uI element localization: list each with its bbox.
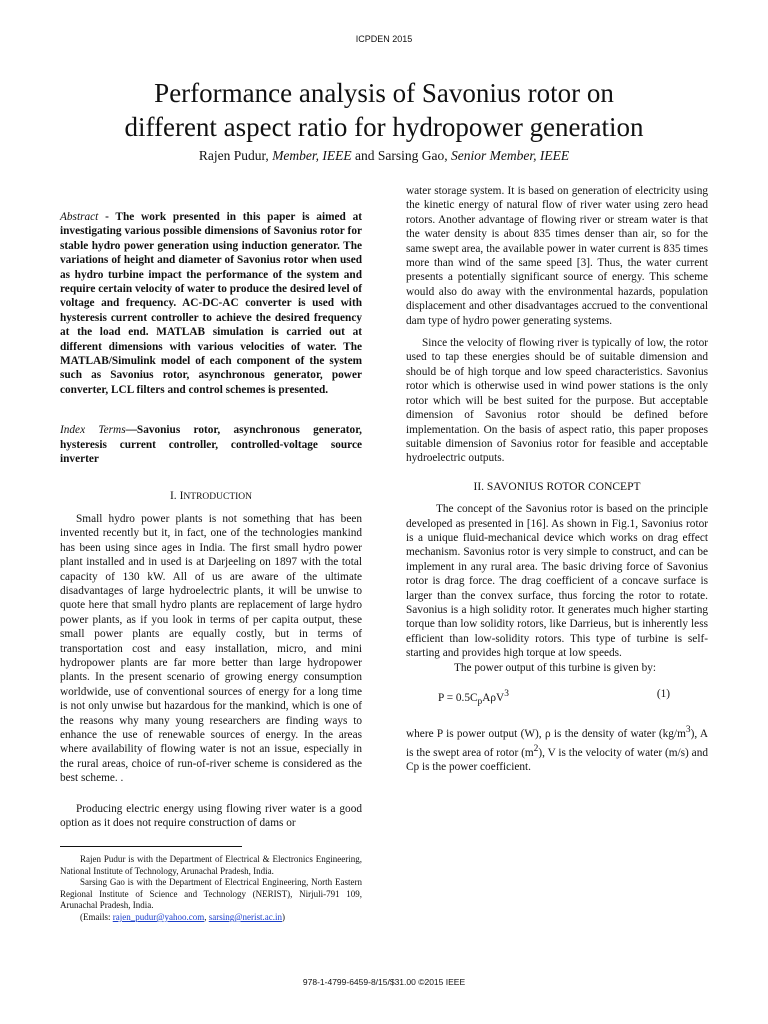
equation-1	[406, 687, 708, 709]
intro-paragraph-3: water storage system. It is based on generation of electricity using the kinetic energy of natural flow of river water using zero head rotors. Another advantage of flowing river or stream water is that the water density is about 835 times denser than air, so for the same swept area, the available power in water current is 835 times more than wind of the same speed [3]. Thus, the water current presents a potentially significant source of energy. This scheme would also do away with the environmental hazards, population displacement and other disadvantages accrued to the conventional dam type of hydro power generating systems.	[406, 185, 708, 327]
title-line-1: Performance analysis of Savonius rotor on	[154, 78, 614, 108]
email-link-1[interactable]: rajen_pudur@yahoo.com	[112, 911, 205, 922]
footnote-author-2: Sarsing Gao is with the Department of Electrical Engineering, North Eastern Regional Institute of Science and Technology (NERIST), Nirjuli-791 109, Arunachal Pradesh, India.	[60, 877, 362, 911]
page-footer: 978-1-4799-6459-8/15/$31.00 ©2015 IEEE	[302, 977, 466, 987]
author-line	[0, 148, 768, 164]
left-column	[60, 184, 362, 830]
email-link-2[interactable]: sarsing@nerist.ac.in	[208, 911, 283, 922]
paper-title	[40, 76, 728, 144]
author-2-name: Sarsing Gao,	[377, 148, 452, 163]
abstract	[60, 210, 362, 397]
title-line-2: different aspect ratio for hydropower generation	[124, 112, 644, 142]
footnote-author-1: Rajen Pudur is with the Department of Electrical & Electronics Engineering, National Institute of Technology, Arunachal Pradesh, India.	[60, 854, 362, 876]
index-terms	[60, 423, 362, 466]
intro-paragraph-4: Since the velocity of flowing river is typically of low, the rotor used to tap these energies should be of suitable dimension and should be of high torque and low speed characteristics. Savonius rotor which is otherwise used in wind power stations is the only rotor which will be best suited for the purpose. But acceptable dimension of Savonius rotor should be defined before implementation. On the basis of aspect ratio, this paper proposes suitable dimension of Savonius rotor for feasible and acceptable hydroelectric outputs.	[406, 337, 708, 465]
power-output-intro: The power output of this turbine is given by:	[454, 661, 657, 674]
author-conjunction: and	[351, 148, 378, 163]
equation-explanation: where P is power output (W), ρ is the density of water $(kg/m^3)$, A is the swept area of rotor $(m^2)$, V is the velocity of water (m/s) and Cp is the power coefficient.	[406, 725, 708, 773]
right-column	[406, 184, 708, 774]
footnotes	[60, 854, 362, 924]
author-2-role: Senior Member, IEEE	[451, 148, 570, 163]
concept-paragraph: The concept of the Savonius rotor is based on the principle developed as presented in [16]. As shown in Fig.1, Savonius rotor is a unique fluid-mechanical device which works on drag effect mechanism. Savonius rotor is very simple to construct, and can be implement in any rural area. The basic driving force of Savonius rotor is drag force. The drag coefficient of a concave surface is larger than the convex surface, thus forcing the rotor to rotate. Savonius is a high solidity rotor. It generates much higher starting torque than low solidity rotors, like Darrieus, but is inherently less efficient than low-solidity rotors. This type of turbine is self-starting and provides high torque at low speeds.	[406, 503, 708, 660]
abstract-text: - The work presented in this paper is aimed at investigating various possible dimensions of Savonius rotor for stable hydro power generation using induction generator. The variations of height and diameter of Savonius rotor when used as hydro turbine impact the performance of the system and require certain velocity of water to produce the desired level of voltage and frequency. AC-DC-AC converter is used with hysteresis current controller to achieve the desired frequency at the load end. MATLAB simulation is carried out at different dimensions with various velocities of water. The MATLAB/Simulink model of each component of the system such as Savonius rotor, asynchronous generator, power converter, LCL filters and control schemes is presented.	[60, 211, 362, 396]
footnote-divider	[60, 846, 242, 847]
abstract-label: Abstract	[60, 211, 99, 223]
section-heading-savonius: II. SAVONIUS ROTOR CONCEPT	[473, 480, 641, 493]
author-1-role: Member, IEEE	[272, 148, 352, 163]
index-terms-label: Index Terms	[60, 424, 126, 437]
intro-paragraph-2: Producing electric energy using flowing river water is a good option as it does not require construction of dams or	[60, 802, 362, 830]
author-1-name: Rajen Pudur,	[198, 148, 273, 163]
footnote-emails: (Emails: rajen_pudur@yahoo.com, sarsing@nerist.ac.in)	[80, 911, 286, 922]
equation-expression: $P = 0.5C_pA\rho V^3$	[438, 689, 509, 708]
section-heading-introduction: I. INTRODUCTION	[169, 489, 253, 502]
running-header: ICPDEN 2015	[355, 34, 413, 44]
intro-paragraph-1: Small hydro power plants is not something that has been invented recently but it, in fact, one of the technologies mankind has been using since ages in India. The first small hydro power plant installed and in used is at Darjeeling on 1897 with the total capacity of 130 kW. All of us are aware of the ultimate disadvantages of large hydroelectric plants, it will be unwise to quote here that small hydro plants are replacement of large hydro power plants, as if you look in terms of per capita output, these small power plants are equally costly, but in terms of transportation cost and easy installation, micro, and mini hydropower plants are far more better than large hydropower plants. In the present scenario of growing energy consumption worldwide, use of conventional sources of energy for a long time is not only unwise but hazardous for the mankind, which is one of the reasons why many young researchers are finding ways to enhance the use of renewable sources of energy. In the areas where availability of flowing water is not an issue, especially in the rural areas, choice of run-of-river scheme is considered as the best scheme. .	[60, 512, 362, 785]
index-terms-text: —Savonius rotor, asynchronous generator, hysteresis current controller, controlled-voltage source inverter	[60, 424, 362, 466]
equation-number: (1)	[656, 688, 670, 700]
